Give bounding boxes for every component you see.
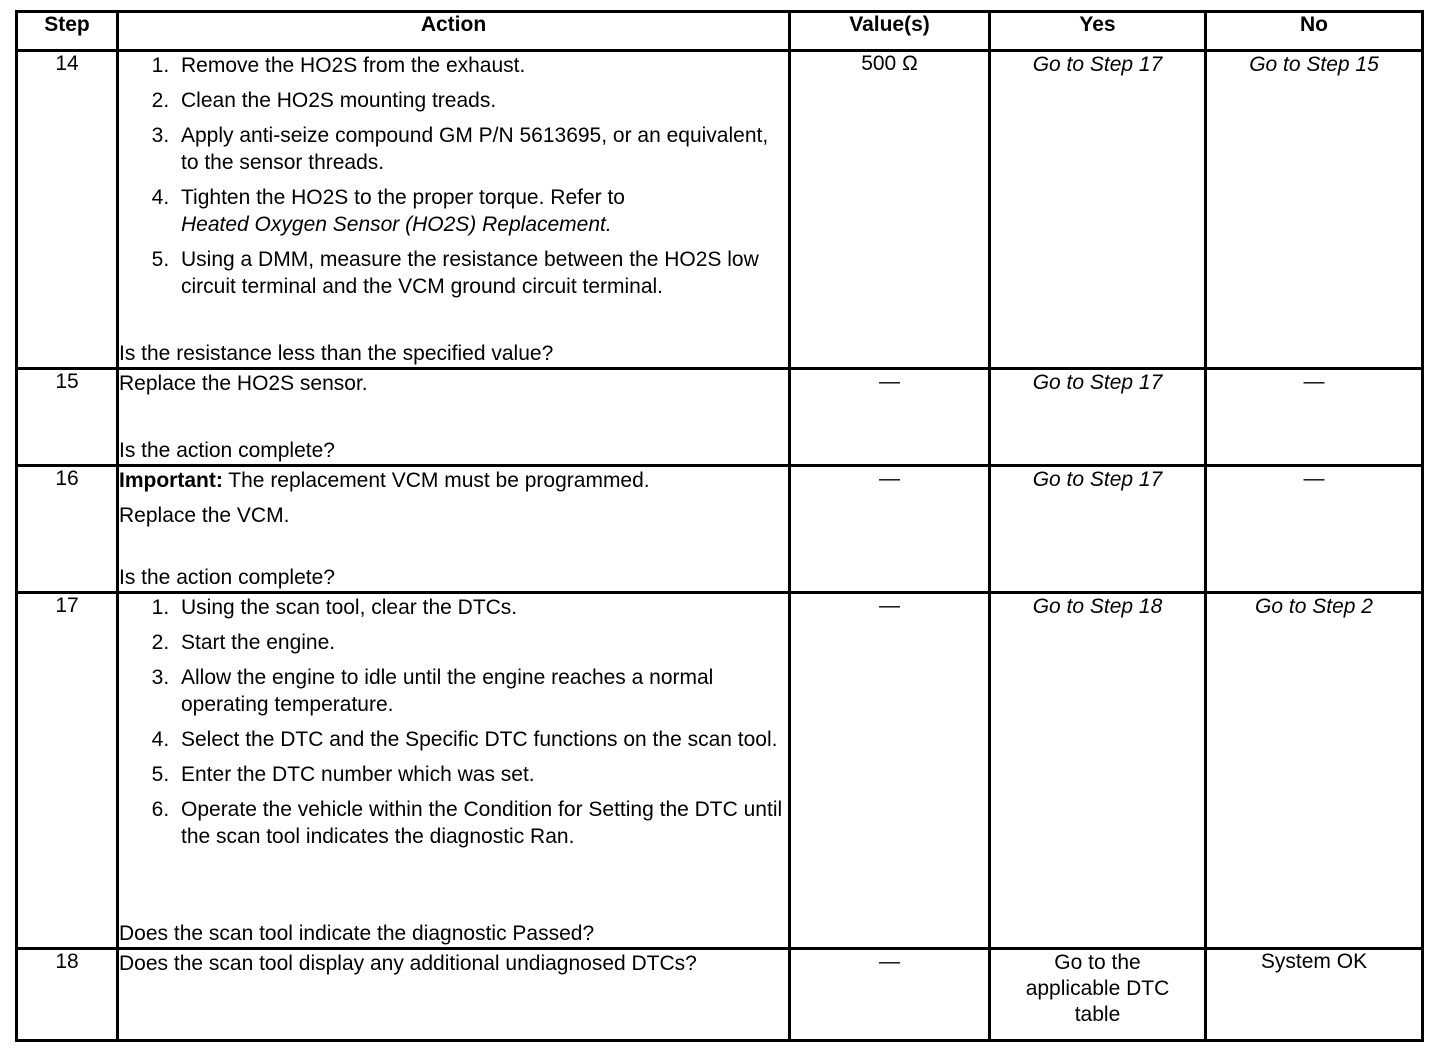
action-cell bbox=[118, 466, 790, 593]
table-row bbox=[17, 949, 1423, 1041]
yes-cell bbox=[990, 466, 1206, 593]
step-number: 15 bbox=[17, 369, 118, 466]
no-goto: Go to Step 15 bbox=[1249, 53, 1379, 76]
action-question: Is the resistance less than the specified value? bbox=[119, 342, 554, 365]
header-no: No bbox=[1206, 12, 1423, 51]
important-text: The replacement VCM must be programmed. bbox=[228, 469, 650, 492]
action-question: Is the action complete? bbox=[119, 566, 335, 589]
list-item: 1. Using the scan tool, clear the DTCs. bbox=[175, 594, 788, 621]
replacement-reference: Heated Oxygen Sensor (HO2S) Replacement. bbox=[181, 213, 612, 236]
value-cell: — bbox=[790, 369, 990, 466]
list-item: 2. Clean the HO2S mounting treads. bbox=[175, 87, 788, 114]
yes-cell bbox=[990, 369, 1206, 466]
list-item: 6. Operate the vehicle within the Condition for Setting the DTC until the scan tool indicates the diagnostic Ran. bbox=[175, 796, 788, 850]
no-cell bbox=[1206, 593, 1423, 949]
table-row bbox=[17, 466, 1423, 593]
step-number: 18 bbox=[17, 949, 118, 1041]
yes-goto: Go to Step 18 bbox=[1032, 595, 1163, 618]
list-item: 2. Start the engine. bbox=[175, 629, 788, 656]
yes-goto: Go to Step 17 bbox=[1032, 468, 1163, 491]
table-row bbox=[17, 51, 1423, 369]
header-yes: Yes bbox=[990, 12, 1206, 51]
no-cell: — bbox=[1206, 466, 1423, 593]
action-steps-list bbox=[119, 594, 788, 858]
action-question: Does the scan tool indicate the diagnostic Passed? bbox=[119, 922, 595, 945]
yes-goto: Go to Step 17 bbox=[1032, 371, 1163, 394]
action-text: Replace the VCM. bbox=[119, 504, 290, 527]
yes-cell bbox=[990, 949, 1206, 1041]
yes-cell bbox=[990, 593, 1206, 949]
header-action: Action bbox=[118, 12, 790, 51]
action-question: Does the scan tool display any additional undiagnosed DTCs? bbox=[119, 952, 697, 975]
table-row bbox=[17, 369, 1423, 466]
header-step: Step bbox=[17, 12, 118, 51]
action-cell bbox=[118, 949, 790, 1041]
no-cell bbox=[1206, 51, 1423, 369]
action-cell bbox=[118, 369, 790, 466]
yes-goto: Go to Step 17 bbox=[1032, 53, 1163, 76]
no-cell: — bbox=[1206, 369, 1423, 466]
diagnostic-table bbox=[15, 10, 1424, 1042]
list-item: 5. Using a DMM, measure the resistance between the HO2S low circuit terminal and the VCM ground circuit terminal. bbox=[175, 246, 788, 300]
list-item: 5. Enter the DTC number which was set. bbox=[175, 761, 788, 788]
action-steps-list bbox=[119, 52, 788, 308]
header-values: Value(s) bbox=[790, 12, 990, 51]
no-cell bbox=[1206, 949, 1423, 1041]
list-item: 4. Select the DTC and the Specific DTC functions on the scan tool. bbox=[175, 726, 788, 753]
list-item: 3. Allow the engine to idle until the engine reaches a normal operating temperature. bbox=[175, 664, 788, 718]
header-row bbox=[17, 12, 1423, 51]
table-row bbox=[17, 593, 1423, 949]
no-goto: Go to Step 2 bbox=[1255, 595, 1373, 618]
value-cell: — bbox=[790, 949, 990, 1041]
list-item: 1. Remove the HO2S from the exhaust. bbox=[175, 52, 788, 79]
action-cell bbox=[118, 51, 790, 369]
step-number: 14 bbox=[17, 51, 118, 369]
value-cell: — bbox=[790, 466, 990, 593]
step-text: Tighten the HO2S to the proper torque. Refer to bbox=[181, 186, 625, 209]
value-cell: 500 Ω bbox=[790, 51, 990, 369]
action-cell bbox=[118, 593, 790, 949]
value-cell: — bbox=[790, 593, 990, 949]
no-text: System OK bbox=[1260, 950, 1368, 973]
important-label: Important: bbox=[119, 469, 223, 492]
important-note bbox=[119, 467, 788, 494]
yes-text: Go to the applicable DTC table bbox=[1025, 951, 1170, 1026]
step-number: 17 bbox=[17, 593, 118, 949]
action-question: Is the action complete? bbox=[119, 439, 335, 462]
action-text: Replace the HO2S sensor. bbox=[119, 372, 368, 395]
list-item bbox=[175, 184, 788, 238]
list-item: 3. Apply anti-seize compound GM P/N 5613695, or an equivalent, to the sensor threads. bbox=[175, 122, 788, 176]
step-number: 16 bbox=[17, 466, 118, 593]
yes-cell bbox=[990, 51, 1206, 369]
